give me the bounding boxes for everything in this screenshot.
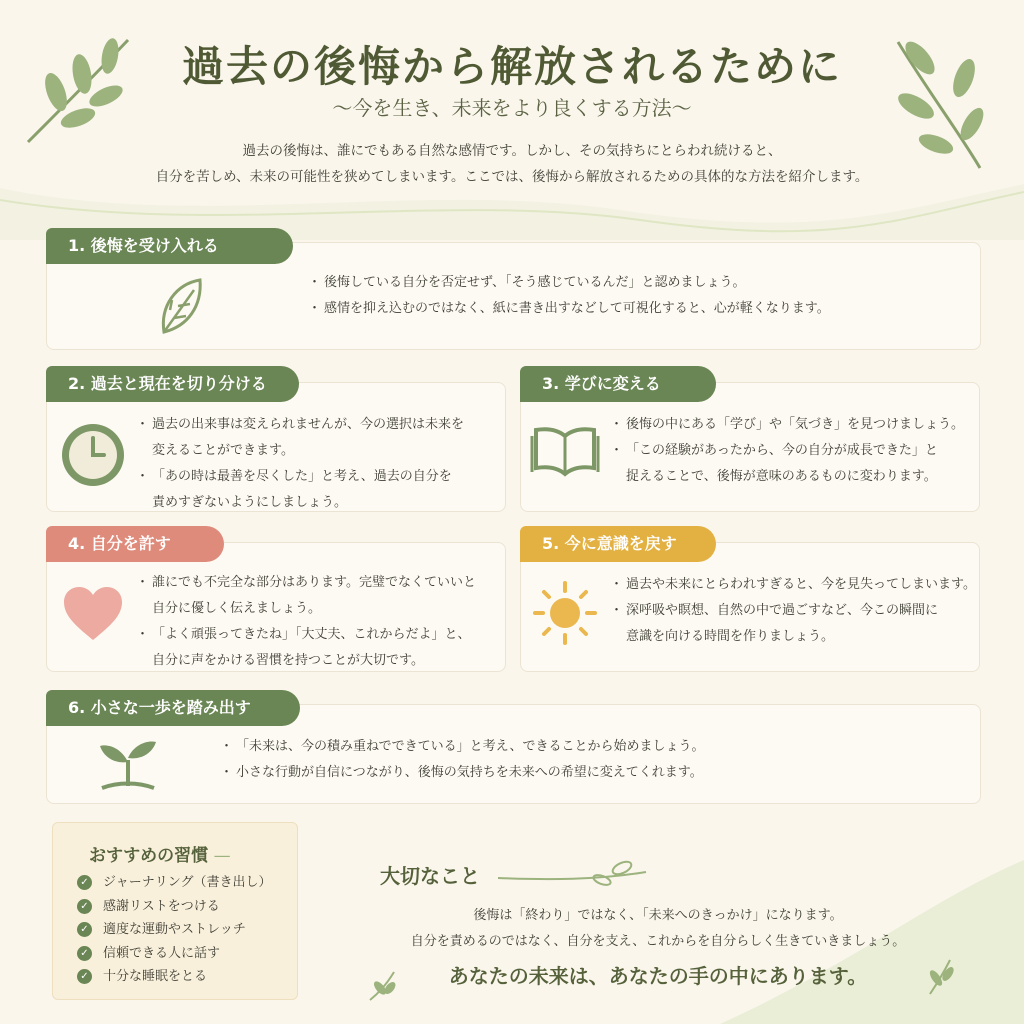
habits-title-text: おすすめの習慣: [89, 846, 209, 866]
leaf-icon: [156, 276, 206, 336]
page-subtitle: 〜今を生き、未来をより良くする方法〜: [332, 96, 692, 120]
bullet-item: [140, 412, 500, 464]
section-bullets-3: [614, 412, 974, 490]
section-title-4: 4. 自分を許す: [46, 526, 224, 562]
habits-title: おすすめの習慣 —: [89, 846, 231, 866]
bullet-line: 誰にでも不完全な部分はあります。完璧でなくていいと 自分に優しく伝えましょう。: [152, 575, 476, 616]
section-title-5: 5. 今に意識を戻す: [520, 526, 716, 562]
check-icon: ✓: [77, 899, 92, 914]
section-bullets-6: [224, 734, 964, 786]
bullet-item: ・ 「未来は、今の積み重ねでできている」と考え、できることから始めましょう。: [224, 734, 964, 760]
section-title-6: 6. 小さな一歩を踏み出す: [46, 690, 300, 726]
bullet-line: 深呼吸や瞑想、自然の中で過ごすなど、今この瞬間に 意識を向ける時間を作りましょう。: [626, 603, 939, 644]
book-icon: [530, 424, 600, 478]
bullet-line: 過去の出来事は変えられませんが、今の選択は未来を 変えることができます。: [152, 417, 465, 458]
habit-label: 適度な運動やストレッチ: [103, 922, 246, 937]
intro-text: [80, 138, 944, 190]
habit-label: 感謝リストをつける: [103, 898, 220, 914]
important-line-2: 自分を責めるのではなく、自分を支え、これからを自分らしく生きていきましょう。: [410, 934, 906, 949]
sprout-icon: [98, 738, 158, 790]
bullet-line: 後悔の中にある「学び」や「気づき」を見つけましょう。: [626, 417, 965, 432]
section-title-1: 1. 後悔を受け入れる: [46, 228, 293, 264]
section-title-2: 2. 過去と現在を切り分ける: [46, 366, 299, 402]
bullet-item: ・ 後悔している自分を否定せず、「そう感じているんだ」と認めましょう。: [312, 270, 962, 296]
habit-label: 信頼できる人に話す: [103, 945, 221, 961]
section-title-3: 3. 学びに変える: [520, 366, 716, 402]
bullet-line: 「よく頑張ってきたね」「大丈夫、これからだよ」と、 自分に声をかける習慣を持つことが大切です。: [152, 627, 471, 668]
important-title: 大切なこと: [380, 864, 480, 888]
recommended-habits-box: [52, 822, 298, 1000]
bullet-item: [140, 570, 500, 622]
bullet-item: [614, 438, 974, 490]
habit-item: [77, 918, 293, 942]
page-title: 過去の後悔から解放されるために: [181, 42, 842, 91]
bullet-item: ・ 感情を抑え込むのではなく、紙に書き出すなどして可視化すると、心が軽くなります。: [312, 296, 962, 322]
intro-line-2: 自分を苦しめ、未来の可能性を狭めてしまいます。ここでは、後悔から解放されるための具体的な方法を紹介します。: [155, 169, 869, 185]
check-icon: ✓: [77, 875, 92, 890]
bullet-line: 「あの時は最善を尽くした」と考え、過去の自分を 責めすぎないようにしましょう。: [152, 469, 452, 510]
heart-icon: [62, 586, 124, 642]
section-bullets-2: [140, 412, 500, 516]
habit-item: [77, 871, 293, 895]
section-bullets-4: [140, 570, 500, 674]
habit-label: ジャーナリング（書き出し）: [103, 875, 272, 890]
bullet-item: [140, 622, 500, 674]
sun-icon: [532, 580, 598, 646]
check-icon: ✓: [77, 946, 92, 961]
section-bullets-5: [614, 572, 978, 650]
habit-label: 十分な睡眠をとる: [103, 969, 208, 984]
bullet-item: [614, 598, 978, 650]
check-icon: ✓: [77, 922, 92, 937]
important-section: [338, 838, 978, 1024]
bullet-item: ・ 小さな行動が自信につながり、後悔の気持ちを未来への希望に変えてくれます。: [224, 760, 964, 786]
sprig-right-icon: [924, 956, 958, 996]
habit-item: [77, 965, 293, 989]
intro-line-1: 過去の後悔は、誰にでもある自然な感情です。しかし、その気持ちにとらわれ続けると、: [242, 143, 782, 159]
section-bullets-1: [312, 270, 962, 322]
habit-item: [77, 895, 293, 919]
clock-icon: [60, 422, 126, 488]
important-line-1: 後悔は「終わり」ではなく、「未来へのきっかけ」になります。: [473, 908, 843, 923]
bullet-item: [614, 572, 978, 598]
bullet-item: [614, 412, 974, 438]
habits-list: [77, 871, 293, 989]
closing-message: あなたの未来は、あなたの手の中にあります。: [448, 964, 868, 988]
bullet-line: 「この経験があったから、今の自分が成長できた」と 捉えることで、後悔が意味のあるものに変わります。: [626, 443, 938, 484]
check-icon: ✓: [77, 969, 92, 984]
sprig-left-icon: [366, 968, 400, 1004]
bullet-item: [140, 464, 500, 516]
vine-icon: [498, 858, 648, 888]
bullet-line: 過去や未来にとらわれすぎると、今を見失ってしまいます。: [626, 577, 976, 592]
habit-item: [77, 942, 293, 966]
